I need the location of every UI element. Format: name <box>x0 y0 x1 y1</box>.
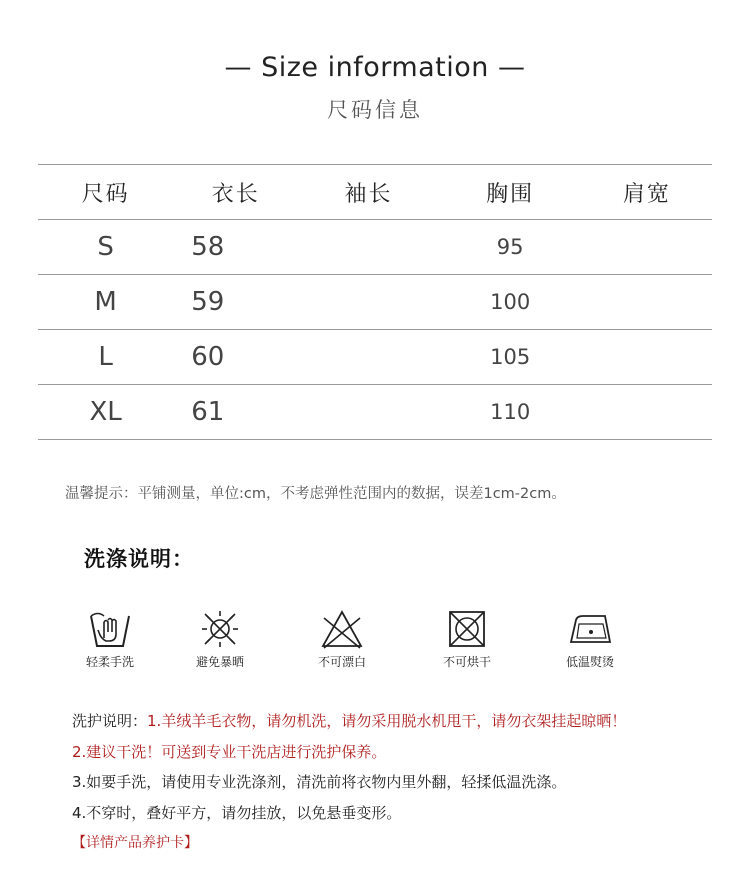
cell-chest: 105 <box>439 330 582 385</box>
care-card-link: 【详情产品养护卡】 <box>72 835 198 851</box>
table-row <box>38 385 712 440</box>
care-instruction-prefix: 洗护说明： <box>72 712 148 730</box>
cell-length: 59 <box>173 275 298 330</box>
cell-shoulder <box>582 220 712 275</box>
header-chest: 胸围 <box>439 165 582 220</box>
header-length: 衣长 <box>173 165 298 220</box>
care-item-low-iron <box>540 608 640 670</box>
no-tumble-dry-icon <box>445 608 489 650</box>
cell-shoulder <box>582 275 712 330</box>
cell-shoulder <box>582 385 712 440</box>
care-instruction-2: 2.建议干洗！可送到专业干洗店进行洗护保养。 <box>72 743 387 761</box>
table-row <box>38 275 712 330</box>
care-label: 低温熨烫 <box>565 655 614 669</box>
care-label: 避免暴晒 <box>195 655 244 669</box>
cell-sleeve <box>298 385 438 440</box>
table-header-row <box>38 165 712 220</box>
care-icons <box>60 608 660 678</box>
care-instruction-3: 3.如要手洗，请使用专业洗涤剂，清洗前将衣物内里外翻，轻揉低温洗涤。 <box>72 773 567 791</box>
care-label: 不可漂白 <box>317 655 366 669</box>
cell-size: S <box>38 220 173 275</box>
care-instruction-text: 1.羊绒羊毛衣物，请勿机洗，请勿采用脱水机甩干，请勿衣架挂起晾晒！ <box>147 712 627 730</box>
table-row <box>38 330 712 385</box>
care-item-hand-wash <box>60 608 160 670</box>
hand-wash-icon <box>88 608 132 650</box>
cell-sleeve <box>298 275 438 330</box>
table-row <box>38 220 712 275</box>
cell-chest: 100 <box>439 275 582 330</box>
cell-shoulder <box>582 330 712 385</box>
cell-length: 61 <box>173 385 298 440</box>
header-size: 尺码 <box>38 165 173 220</box>
no-sun-icon <box>198 608 242 650</box>
cell-size: M <box>38 275 173 330</box>
cell-sleeve <box>298 220 438 275</box>
care-instruction-1 <box>72 710 626 731</box>
header-sleeve: 袖长 <box>298 165 438 220</box>
cell-length: 58 <box>173 220 298 275</box>
low-iron-icon <box>565 608 615 650</box>
page-subtitle: 尺码信息 <box>327 98 423 122</box>
care-instruction-4: 4.不穿时，叠好平方，请勿挂放，以免悬垂变形。 <box>72 804 402 822</box>
header-shoulder: 肩宽 <box>582 165 712 220</box>
measurement-note: 温馨提示：平铺测量，单位:cm，不考虑弹性范围内的数据，误差1cm-2cm。 <box>65 486 566 502</box>
care-item-no-sun <box>170 608 270 670</box>
cell-sleeve <box>298 330 438 385</box>
cell-size: XL <box>38 385 173 440</box>
page-title: — Size information — <box>224 52 526 83</box>
size-table <box>38 164 712 440</box>
cell-size: L <box>38 330 173 385</box>
care-item-no-bleach <box>292 608 392 670</box>
no-bleach-icon <box>320 608 364 650</box>
washing-title: 洗涤说明： <box>84 547 194 571</box>
cell-chest: 110 <box>439 385 582 440</box>
care-item-no-tumble-dry <box>417 608 517 670</box>
care-label: 不可烘干 <box>442 655 491 669</box>
cell-length: 60 <box>173 330 298 385</box>
cell-chest: 95 <box>439 220 582 275</box>
care-label: 轻柔手洗 <box>85 655 134 669</box>
